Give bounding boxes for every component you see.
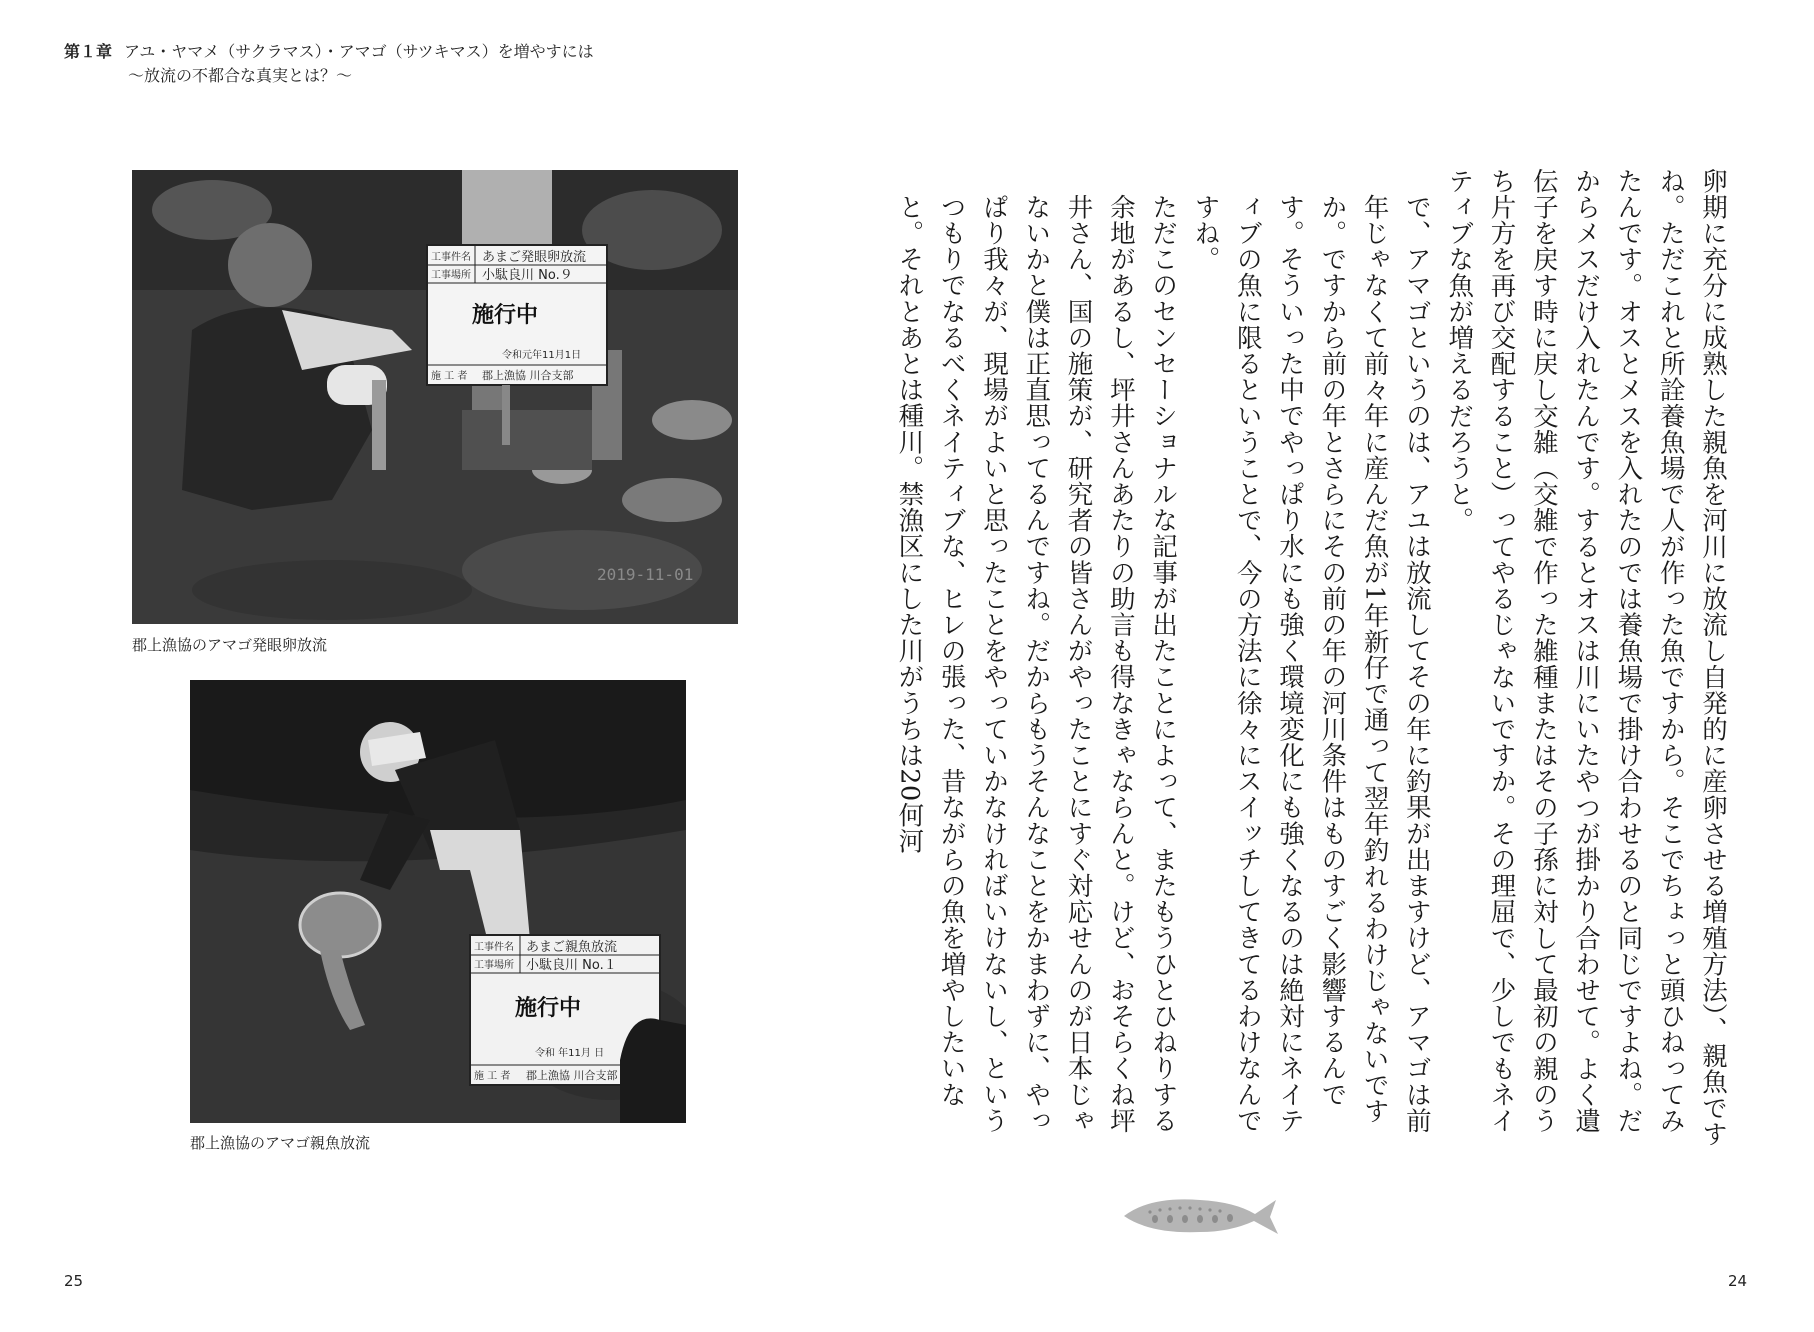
sign2-value2: 小駄良川 No.１ — [526, 958, 617, 973]
fish-silhouette-icon — [1120, 1190, 1280, 1240]
sign1-label1: 工事件名 — [431, 252, 471, 263]
photo-caption-1: 郡上漁協のアマゴ発眼卵放流 — [132, 636, 328, 654]
paragraph-1: 卵期に充分に成熟した親魚を河川に放流し自発的に産卵させる増殖方法）、親魚ですね。ただこれと所詮養魚場で人が作った魚ですから。そこでちょっと頭ひねってみたんです。オスとメスを入れたのでは養魚場で掛け合わせるのと同じですよね。だからメスだけ入れたんです。するとオスは川にいたやつが掛かり合わせて。よく遺伝子を戻す時に戻し交雑（交雑で作った雑種またはその子孫に対して最初の親のうち片方を再び交配すること）ってやるじゃないですか。その理屈で、少しでもネイティブな魚が増えるだろうと。 — [1444, 168, 1728, 1148]
paragraph-3: ただこのセンセーショナルな記事が出たことによって、またもうひとひねりする余地があるし、坪井さんあたりの助言も得なきゃならんと。けど、おそらくね坪井さん、国の施策が、研究者の皆さんがやったことにすぐ対応せんのが日本じゃないかと僕は正直思ってるんですね。だからもうそんなことをかまわずに、やっぱり我々が、現場がよいと思ったことをやっていかなければいけないし、というつもりでなるべくネイティブな、ヒレの張った、昔ながらの魚を増やしたいなと。それとあとは種川。禁漁区にした川がうちは20何河 — [894, 193, 1179, 1134]
paragraph-2: で、アマゴというのは、アユは放流してその年に釣果が出ますけど、アマゴは前年じゃなくて前々年に産んだ魚が1年新仔で通って翌年釣れるわけじゃないですか。ですから前の年とさらにその前の年の河川条件はものすごく影響するんです。そういった中でやっぱり水にも強く環境変化にも強くなるのは絶対にネイティブの魚に限るということで、今の方法に徐々にスイッチしてきてるわけなんですね。 — [1190, 193, 1432, 1134]
sign1-value2: 小駄良川 No.９ — [482, 268, 573, 283]
chapter-header — [64, 40, 594, 88]
sign1-label2: 工事場所 — [431, 270, 471, 281]
page-number-right: 24 — [1728, 1272, 1748, 1290]
sign1-value1: あまご発眼卵放流 — [482, 250, 587, 265]
sign1-value3: 郡上漁協 川合支部 — [482, 369, 574, 382]
photo-timestamp: 2019-11-01 — [597, 565, 694, 584]
sign1-label3: 施 工 者 — [431, 371, 468, 382]
body-text — [888, 168, 1734, 1158]
photo-caption-2: 郡上漁協のアマゴ親魚放流 — [190, 1134, 371, 1152]
sign2-main: 施行中 — [515, 996, 582, 1021]
sign2-value3: 郡上漁協 川合支部 — [526, 1069, 618, 1082]
chapter-title: アユ・ヤマメ（サクラマス）・アマゴ（サツキマス）を増やすには — [124, 42, 594, 61]
sign2-value1: あまご親魚放流 — [526, 940, 618, 955]
sign2-date: 令和 年11月 日 — [535, 1048, 605, 1059]
photo-egg-release — [132, 170, 738, 624]
chapter-subtitle: ～放流の不都合な真実とは？～ — [128, 66, 353, 85]
sign1-main: 施行中 — [472, 303, 539, 328]
photo-parent-fish-release — [190, 680, 686, 1123]
sign1-date: 令和元年11月1日 — [502, 350, 582, 361]
sign2-label3: 施 工 者 — [474, 1071, 511, 1082]
sign2-label2: 工事場所 — [474, 960, 514, 971]
page-number-left: 25 — [64, 1272, 84, 1290]
sign2-label1: 工事件名 — [474, 942, 514, 953]
chapter-number: 第１章 — [64, 42, 113, 61]
